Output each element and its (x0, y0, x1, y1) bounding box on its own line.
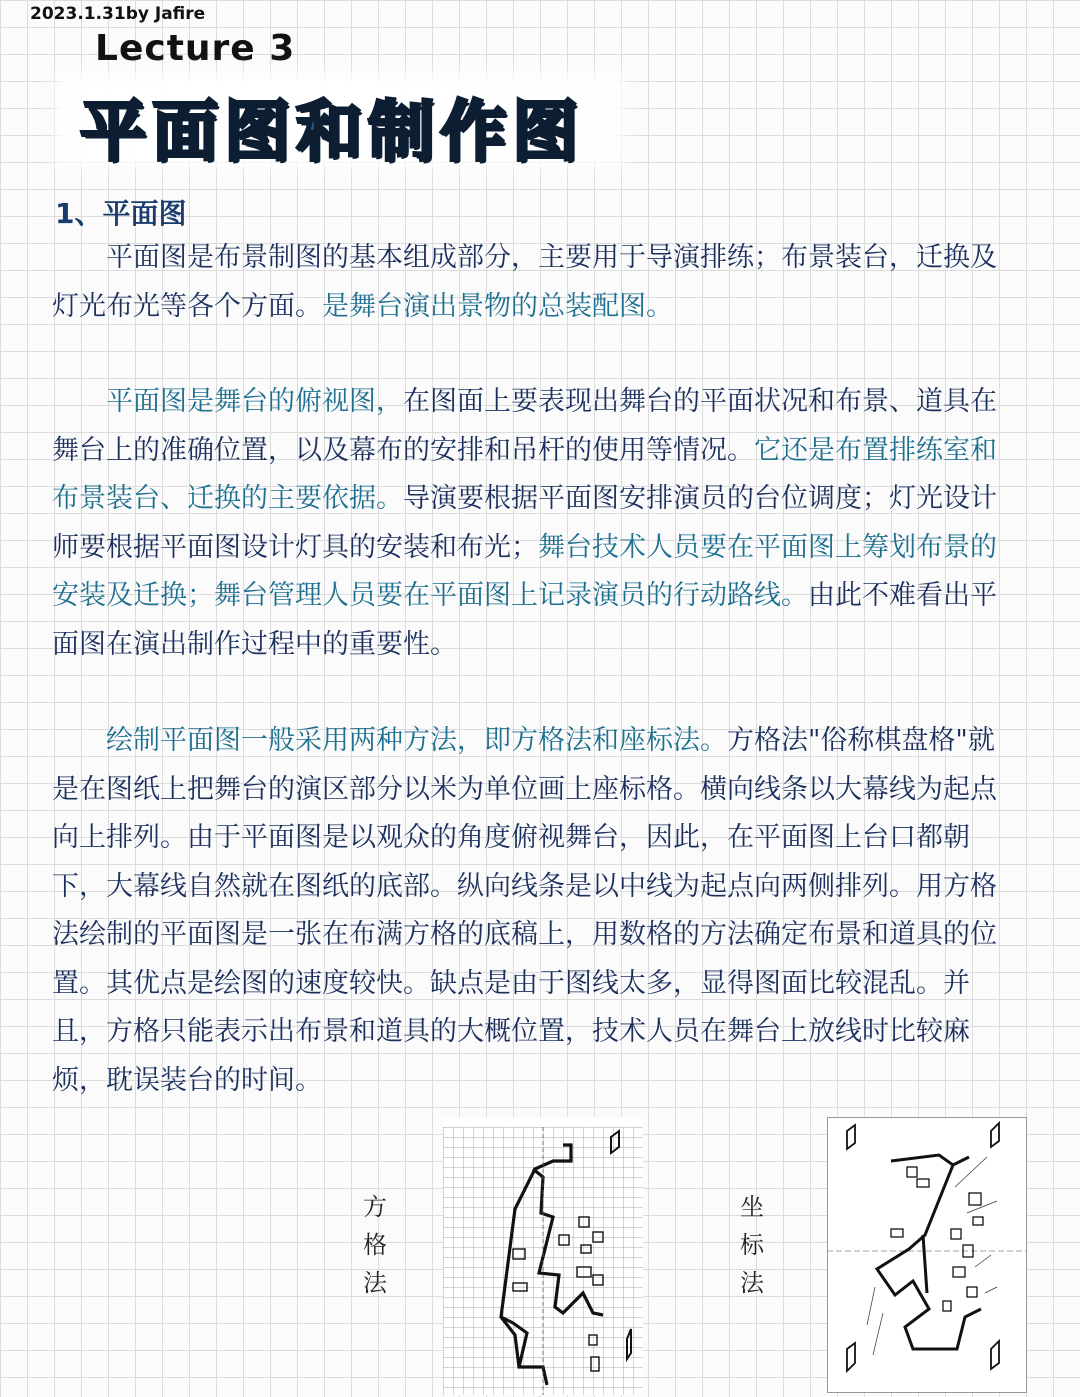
page-title: 平面图和制作图 (80, 93, 584, 170)
label-char: 方 (363, 1193, 387, 1221)
paragraph-2 (52, 378, 1004, 669)
paragraph-3-text: 方格法"俗称棋盘格"就是在图纸上把舞台的演区部分以米为单位画上座标格。横向线条以大幕线为起点向上排列。由于平面图是以观众的角度俯视舞台，因此，在平面图上台口都朝下，大幕线自然就在图纸的底部。纵向线条是以中线为起点向两侧排列。用方格法绘制的平面图是一张在布满方格的底稿上，用数格的方法确定布景和道具的位置。其优点是绘图的速度较快。缺点是由于图线太多，显得图面比较混乱。并且，方格只能表示出布景和道具的大概位置，技术人员在舞台上放线时比较麻烦，耽误装台的时间。 (52, 725, 997, 1096)
label-char: 法 (363, 1269, 387, 1297)
paragraph-2-text-3: 由此不难看出平面图在演出制作过程中的重要性。 (52, 580, 997, 660)
paragraph-2-highlight-2: 它还是布置排练室和布景装台、迁换的主要依据。 (52, 434, 997, 514)
paragraph-3-highlight: 绘制平面图一般采用两种方法，即方格法和座标法。 (106, 725, 727, 756)
paragraph-2-highlight-1: 平面图是舞台的俯视图， (106, 386, 403, 417)
grid-method-label (360, 1188, 390, 1302)
paragraph-2-text-2: 导演要根据平面图安排演员的台位调度；灯光设计师要根据平面图设计灯具的安装和布光； (52, 483, 997, 563)
grid-method-floor-plan (443, 1117, 643, 1395)
label-char: 标 (740, 1231, 764, 1259)
date-author-note: 2023.1.31by Jafire (30, 4, 206, 24)
paragraph-2-text-1: 在图面上要表现出舞台的平面状况和布景、道具在舞台上的准确位置，以及幕布的安排和吊杆的使用等情况。 (52, 386, 997, 466)
section-heading: 1、平面图 (55, 197, 187, 230)
paragraph-2-highlight-3: 舞台技术人员要在平面图上筹划布景的安装及迁换；舞台管理人员要在平面图上记录演员的行动路线。 (52, 531, 997, 611)
paragraph-1-highlight: 是舞台演出景物的总装配图。 (322, 290, 673, 322)
lecture-number: Lecture 3 (95, 28, 296, 69)
paragraph-1 (52, 234, 1004, 331)
coordinate-method-floor-plan (827, 1117, 1027, 1393)
paragraph-1-text: 平面图是布景制图的基本组成部分，主要用于导演排练；布景装台，迁换及灯光布光等各个方面。 (52, 242, 997, 322)
label-char: 法 (740, 1269, 764, 1297)
label-char: 格 (363, 1231, 387, 1259)
coordinate-method-label (737, 1188, 767, 1302)
label-char: 坐 (740, 1193, 764, 1221)
paragraph-3 (52, 717, 1004, 1105)
